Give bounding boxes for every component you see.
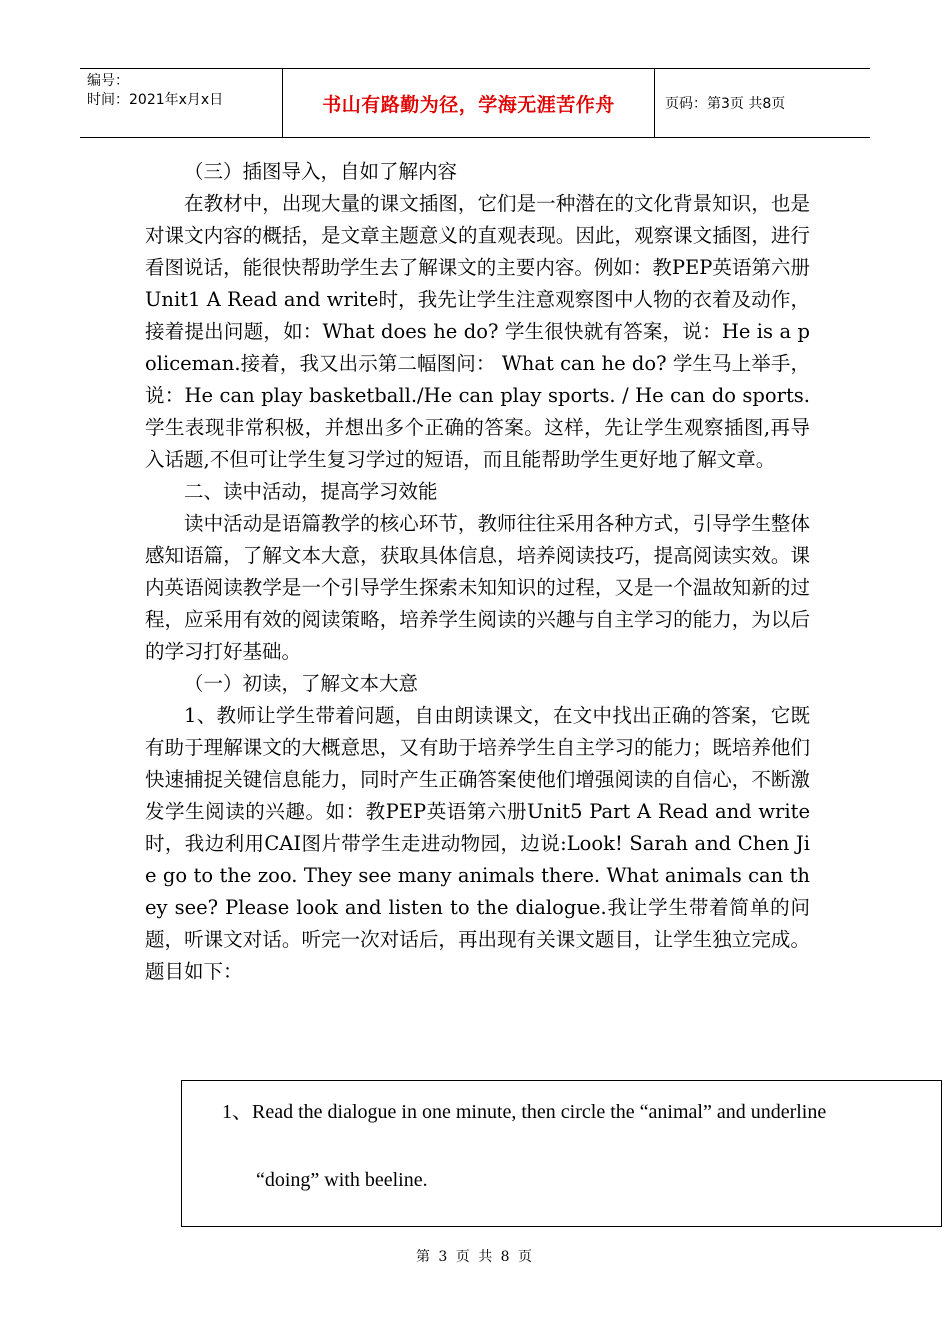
body-paragraph: 在教材中，出现大量的课文插图，它们是一种潜在的文化背景知识，也是对课文内容的概括，是文章主题意义的直观表现。因此，观察课文插图，进行看图说话，能很快帮助学生去了解课文的主要内容。例如：教PEP英语第六册Unit1 A Read and write时，我先让学生注意观察图中人物的衣着及动作，接着提出问题，如：What does he do? 学生很快就有答案，说：He is a policeman.接着，我又出示第二幅图问： What can he do? 学生马上举手，说：He can play basketball./He can play sports. / He can do sports.学生表现非常积极，并想出多个正确的答案。这样，先让学生观察插图,再导入话题,不但可让学生复习学过的短语，而且能帮助学生更好地了解文章。 [145,192,810,471]
header-page-info: 页码：第3页 共8页 [665,96,786,112]
document-body [145,156,810,988]
page-footer: 第 3 页 共 8 页 [415,1249,535,1265]
document-time-label: 时间：2021年x月x日 [87,92,224,108]
page-header [80,68,870,138]
header-meta [80,69,283,137]
exercise-line-2: “doing” with beeline. [256,1169,428,1191]
section-heading: （一）初读，了解文本大意 [184,672,419,695]
exercise-box [181,1080,942,1227]
header-motto: 书山有路勤为径，学海无涯苦作舟 [283,69,655,137]
section-heading: （三）插图导入，自如了解内容 [184,160,458,183]
section-heading: 二、读中活动，提高学习效能 [184,480,438,503]
exercise-line-1: 1、Read the dialogue in one minute, then circle the “animal” and underline [222,1101,827,1123]
body-paragraph: 1、教师让学生带着问题，自由朗读课文，在文中找出正确的答案，它既有助于理解课文的大概意思，又有助于培养学生自主学习的能力；既培养他们快速捕捉关键信息能力，同时产生正确答案使他们增强阅读的自信心，不断激发学生阅读的兴趣。如：教PEP英语第六册Unit5 Part A Read and write时，我边利用CAI图片带学生走进动物园，边说:Look! Sarah and Chen Jie go to the zoo. They see many animals there. What animals can they see? Please look and listen to the dialogue.我让学生带着简单的问题，听课文对话。听完一次对话后，再出现有关课文题目，让学生独立完成。题目如下： [145,704,810,983]
body-paragraph: 读中活动是语篇教学的核心环节，教师往往采用各种方式，引导学生整体感知语篇，了解文本大意，获取具体信息，培养阅读技巧，提高阅读实效。课内英语阅读教学是一个引导学生探索未知知识的过程，又是一个温故知新的过程，应采用有效的阅读策略，培养学生阅读的兴趣与自主学习的能力，为以后的学习打好基础。 [145,512,810,663]
document-number-label: 编号： [87,73,129,89]
